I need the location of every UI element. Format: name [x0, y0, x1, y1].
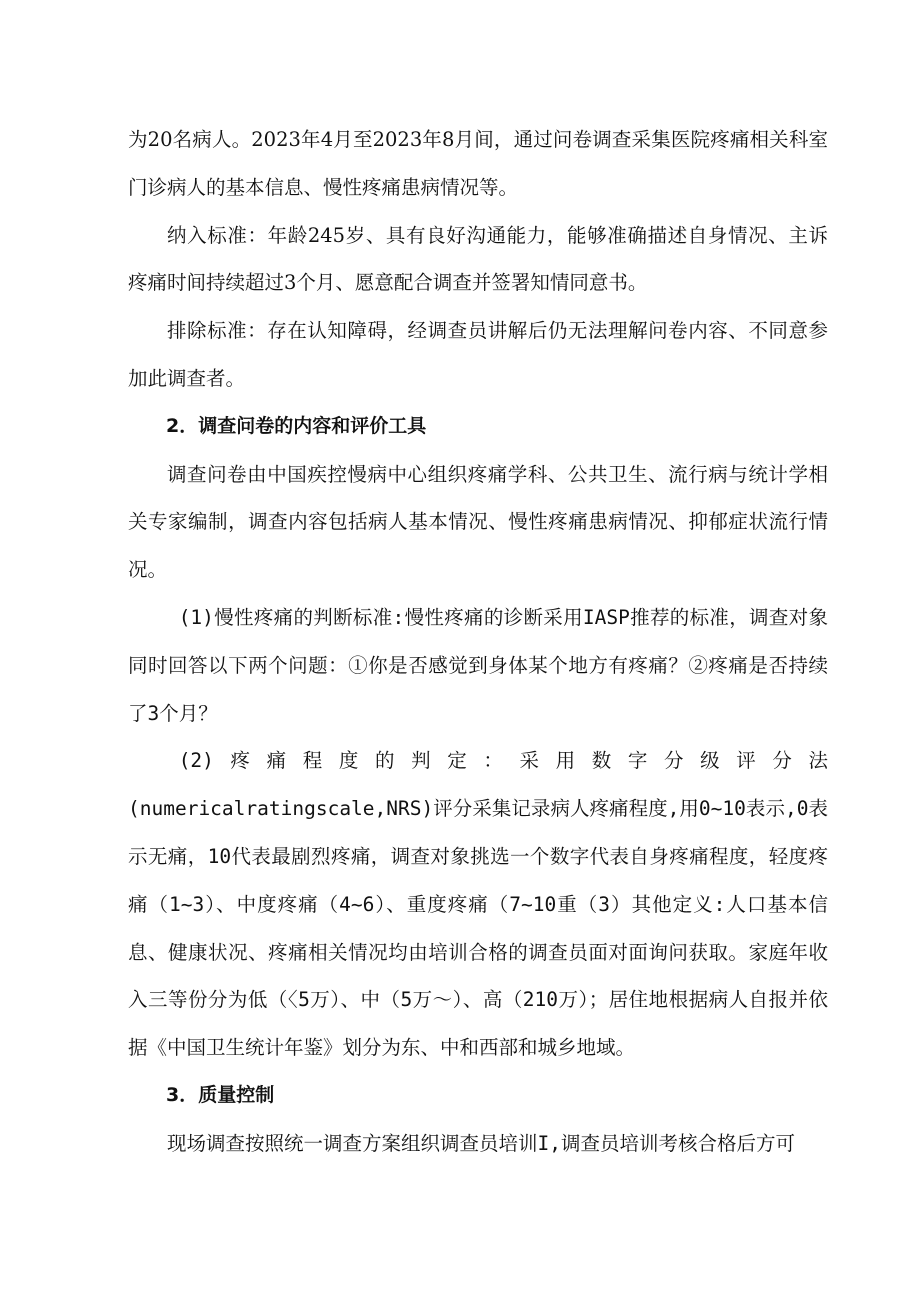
section-heading-quality-control: 3．质量控制 [166, 1083, 275, 1106]
paragraph-inclusion-criteria: 纳入标准：年龄245岁、具有良好沟通能力，能够准确描述自身情况、主诉疼痛时间持续超过3个月、愿意配合调查并签署知情同意书。 [128, 223, 828, 295]
paragraph-pain-severity: (2)疼痛程度的判定：采用数字分级评分法(numericalratingscale,NRS)评分采集记录病人疼痛程度,用0~10表示,0表示无痛，10代表最剧烈疼痛，调查对象挑选一个数字代表自身疼痛程度，轻度疼痛（1~3）、中度疼痛（4~6）、重度疼痛（7~10重（3）其他定义:人口基本信息、健康状况、疼痛相关情况均由培训合格的调查员面对面询问获取。家庭年收入三等份分为低（〈5万）、中（5万〜）、高（210万）；居住地根据病人自报并依据《中国卫生统计年鉴》划分为东、中和西部和城乡地域。 [128, 749, 828, 1060]
section-heading-questionnaire: 2．调查问卷的内容和评价工具 [166, 414, 427, 437]
document-body [128, 116, 828, 1168]
paragraph-exclusion-criteria: 排除标准：存在认知障碍，经调查员讲解后仍无法理解问卷内容、不同意参加此调查者。 [128, 319, 828, 390]
paragraph-quality-control: 现场调查按照统一调查方案组织调查员培训I,调查员培训考核合格后方可 [167, 1131, 795, 1155]
paragraph-questionnaire-content: 调查问卷由中国疾控慢病中心组织疼痛学科、公共卫生、流行病与统计学相关专家编制，调查内容包括病人基本情况、慢性疼痛患病情况、抑郁症状流行情况。 [128, 462, 828, 582]
paragraph-sample-source: 为20名病人。2023年4月至2023年8月间，通过问卷调查采集医院疼痛相关科室门诊病人的基本信息、慢性疼痛患病情况等。 [128, 128, 828, 199]
paragraph-chronic-pain-criteria: (1)慢性疼痛的判断标准:慢性疼痛的诊断采用IASP推荐的标准，调查对象同时回答以下两个问题：①你是否感觉到身体某个地方有疼痛？②疼痛是否持续了3个月？ [128, 605, 828, 725]
